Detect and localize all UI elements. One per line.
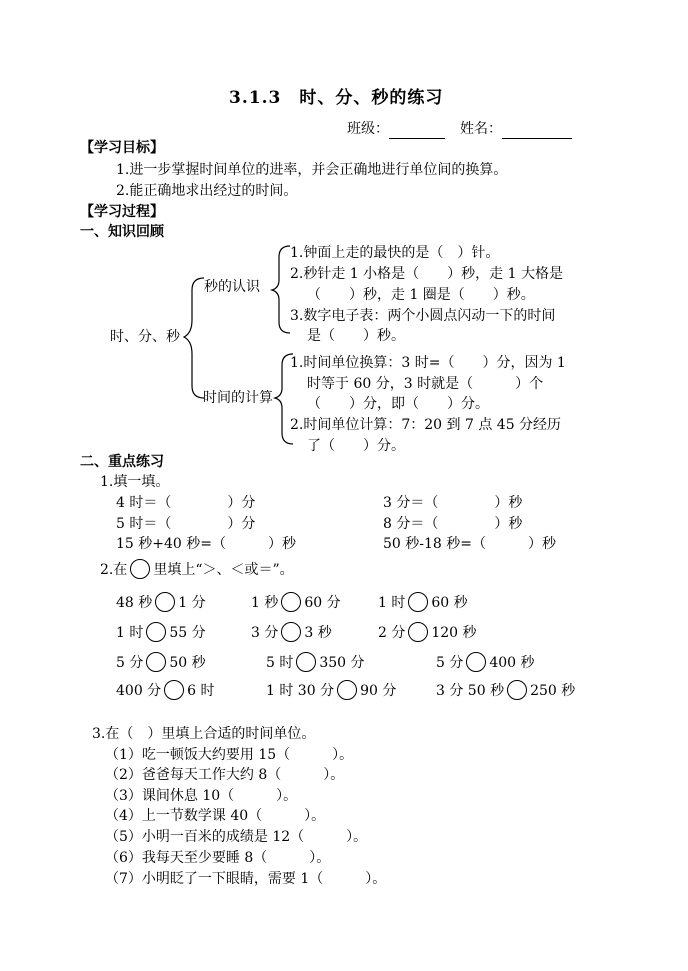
branch-label-seconds: 秒的认识 [204,279,260,295]
process-heading: 【学习过程】 [80,204,164,220]
compare-circle[interactable] [281,622,301,642]
compare-circle[interactable] [164,680,184,700]
compare-item[interactable]: 5 分 400 秒 [436,652,535,674]
review-item: 2.时间单位计算：7：20 到 7 点 45 分经历 [290,417,562,433]
q3-item: （3）课间休息 10（ ）。 [105,788,298,804]
compare-item[interactable]: 48 秒 1 分 [116,592,206,614]
q1-item: 3 分＝（ ）秒 [383,495,523,511]
review-item: 1.钟面上走的最快的是（ ）针。 [290,245,500,261]
q3-item: （7）小明眨了一下眼睛，需要 1（ ）。 [105,871,387,887]
compare-circle[interactable] [408,622,428,642]
compare-circle[interactable] [337,680,357,700]
q3-title: 3.在（ ）里填上合适的时间单位。 [92,726,316,742]
goals-heading: 【学习目标】 [80,140,164,156]
q1-title: 1.填一填。 [100,474,170,490]
compare-item[interactable]: 1 时 55 分 [116,622,206,644]
compare-item[interactable]: 2 分 120 秒 [378,622,477,644]
name-label: 姓名： [460,121,502,137]
q3-item: （4）上一节数学课 40（ ）。 [105,808,326,824]
compare-item[interactable]: 5 时 350 分 [266,652,365,674]
q1-item: 50 秒-18 秒=（ ）秒 [383,536,556,552]
compare-item[interactable]: 3 分 50 秒 250 秒 [436,680,575,702]
compare-circle[interactable] [281,592,301,612]
review-heading: 一、知识回顾 [80,224,164,240]
q1-item: 5 时＝（ ）分 [116,516,256,532]
branch-label-time-calc: 时间的计算 [203,390,273,406]
review-item: 时等于 60 分，3 时就是（ ）个 [307,376,544,392]
q2-title: 2.在 里填上“＞、＜或＝”。 [100,559,294,581]
q1-item: 8 分＝（ ）秒 [383,516,523,532]
practice-heading: 二、重点练习 [80,454,164,470]
compare-circle[interactable] [146,622,166,642]
compare-circle[interactable] [507,680,527,700]
page-title: 3.1.3 时、分、秒的练习 [229,88,444,108]
q3-item: （5）小明一百米的成绩是 12（ ）。 [105,829,368,845]
class-label: 班级： [347,121,389,137]
compare-circle[interactable] [466,652,486,672]
review-item: （ ）秒，走 1 圈是（ ）秒。 [307,287,535,303]
compare-item[interactable]: 5 分 50 秒 [116,652,206,674]
circle-blank-icon [130,559,150,579]
compare-circle[interactable] [408,592,428,612]
q1-item: 4 时＝（ ）分 [116,495,256,511]
compare-item[interactable]: 400 分 6 时 [116,680,215,702]
q1-item: 15 秒+40 秒=（ ）秒 [116,536,296,552]
tree-root: 时、分、秒 [110,329,180,345]
q3-item: （1）吃一顿饭大约要用 15（ ）。 [105,747,354,763]
compare-item[interactable]: 3 分 3 秒 [251,622,332,644]
q3-item: （2）爸爸每天工作大约 8（ ）。 [105,767,345,783]
review-item: 2.秒针走 1 小格是（ ）秒，走 1 大格是 [290,266,563,282]
q3-item: （6）我每天至少要睡 8（ ）。 [105,850,331,866]
review-item: 是（ ）秒。 [307,328,405,344]
compare-circle[interactable] [296,652,316,672]
review-item: 了（ ）分。 [307,438,405,454]
compare-circle[interactable] [146,652,166,672]
review-item: 3.数字电子表：两个小圆点闪动一下的时间 [290,308,556,324]
review-item: 1.时间单位换算：3 时=（ ）分，因为 1 [290,355,566,371]
goal-item: 1.进一步掌握时间单位的进率，并会正确地进行单位间的换算。 [116,162,508,178]
compare-item[interactable]: 1 时 30 分 90 分 [266,680,396,702]
compare-item[interactable]: 1 秒 60 分 [251,592,341,614]
goal-item: 2.能正确地求出经过的时间。 [116,183,298,199]
compare-item[interactable]: 1 时 60 秒 [378,592,468,614]
compare-circle[interactable] [155,592,175,612]
review-item: （ ）分，即（ ）分。 [307,396,489,412]
